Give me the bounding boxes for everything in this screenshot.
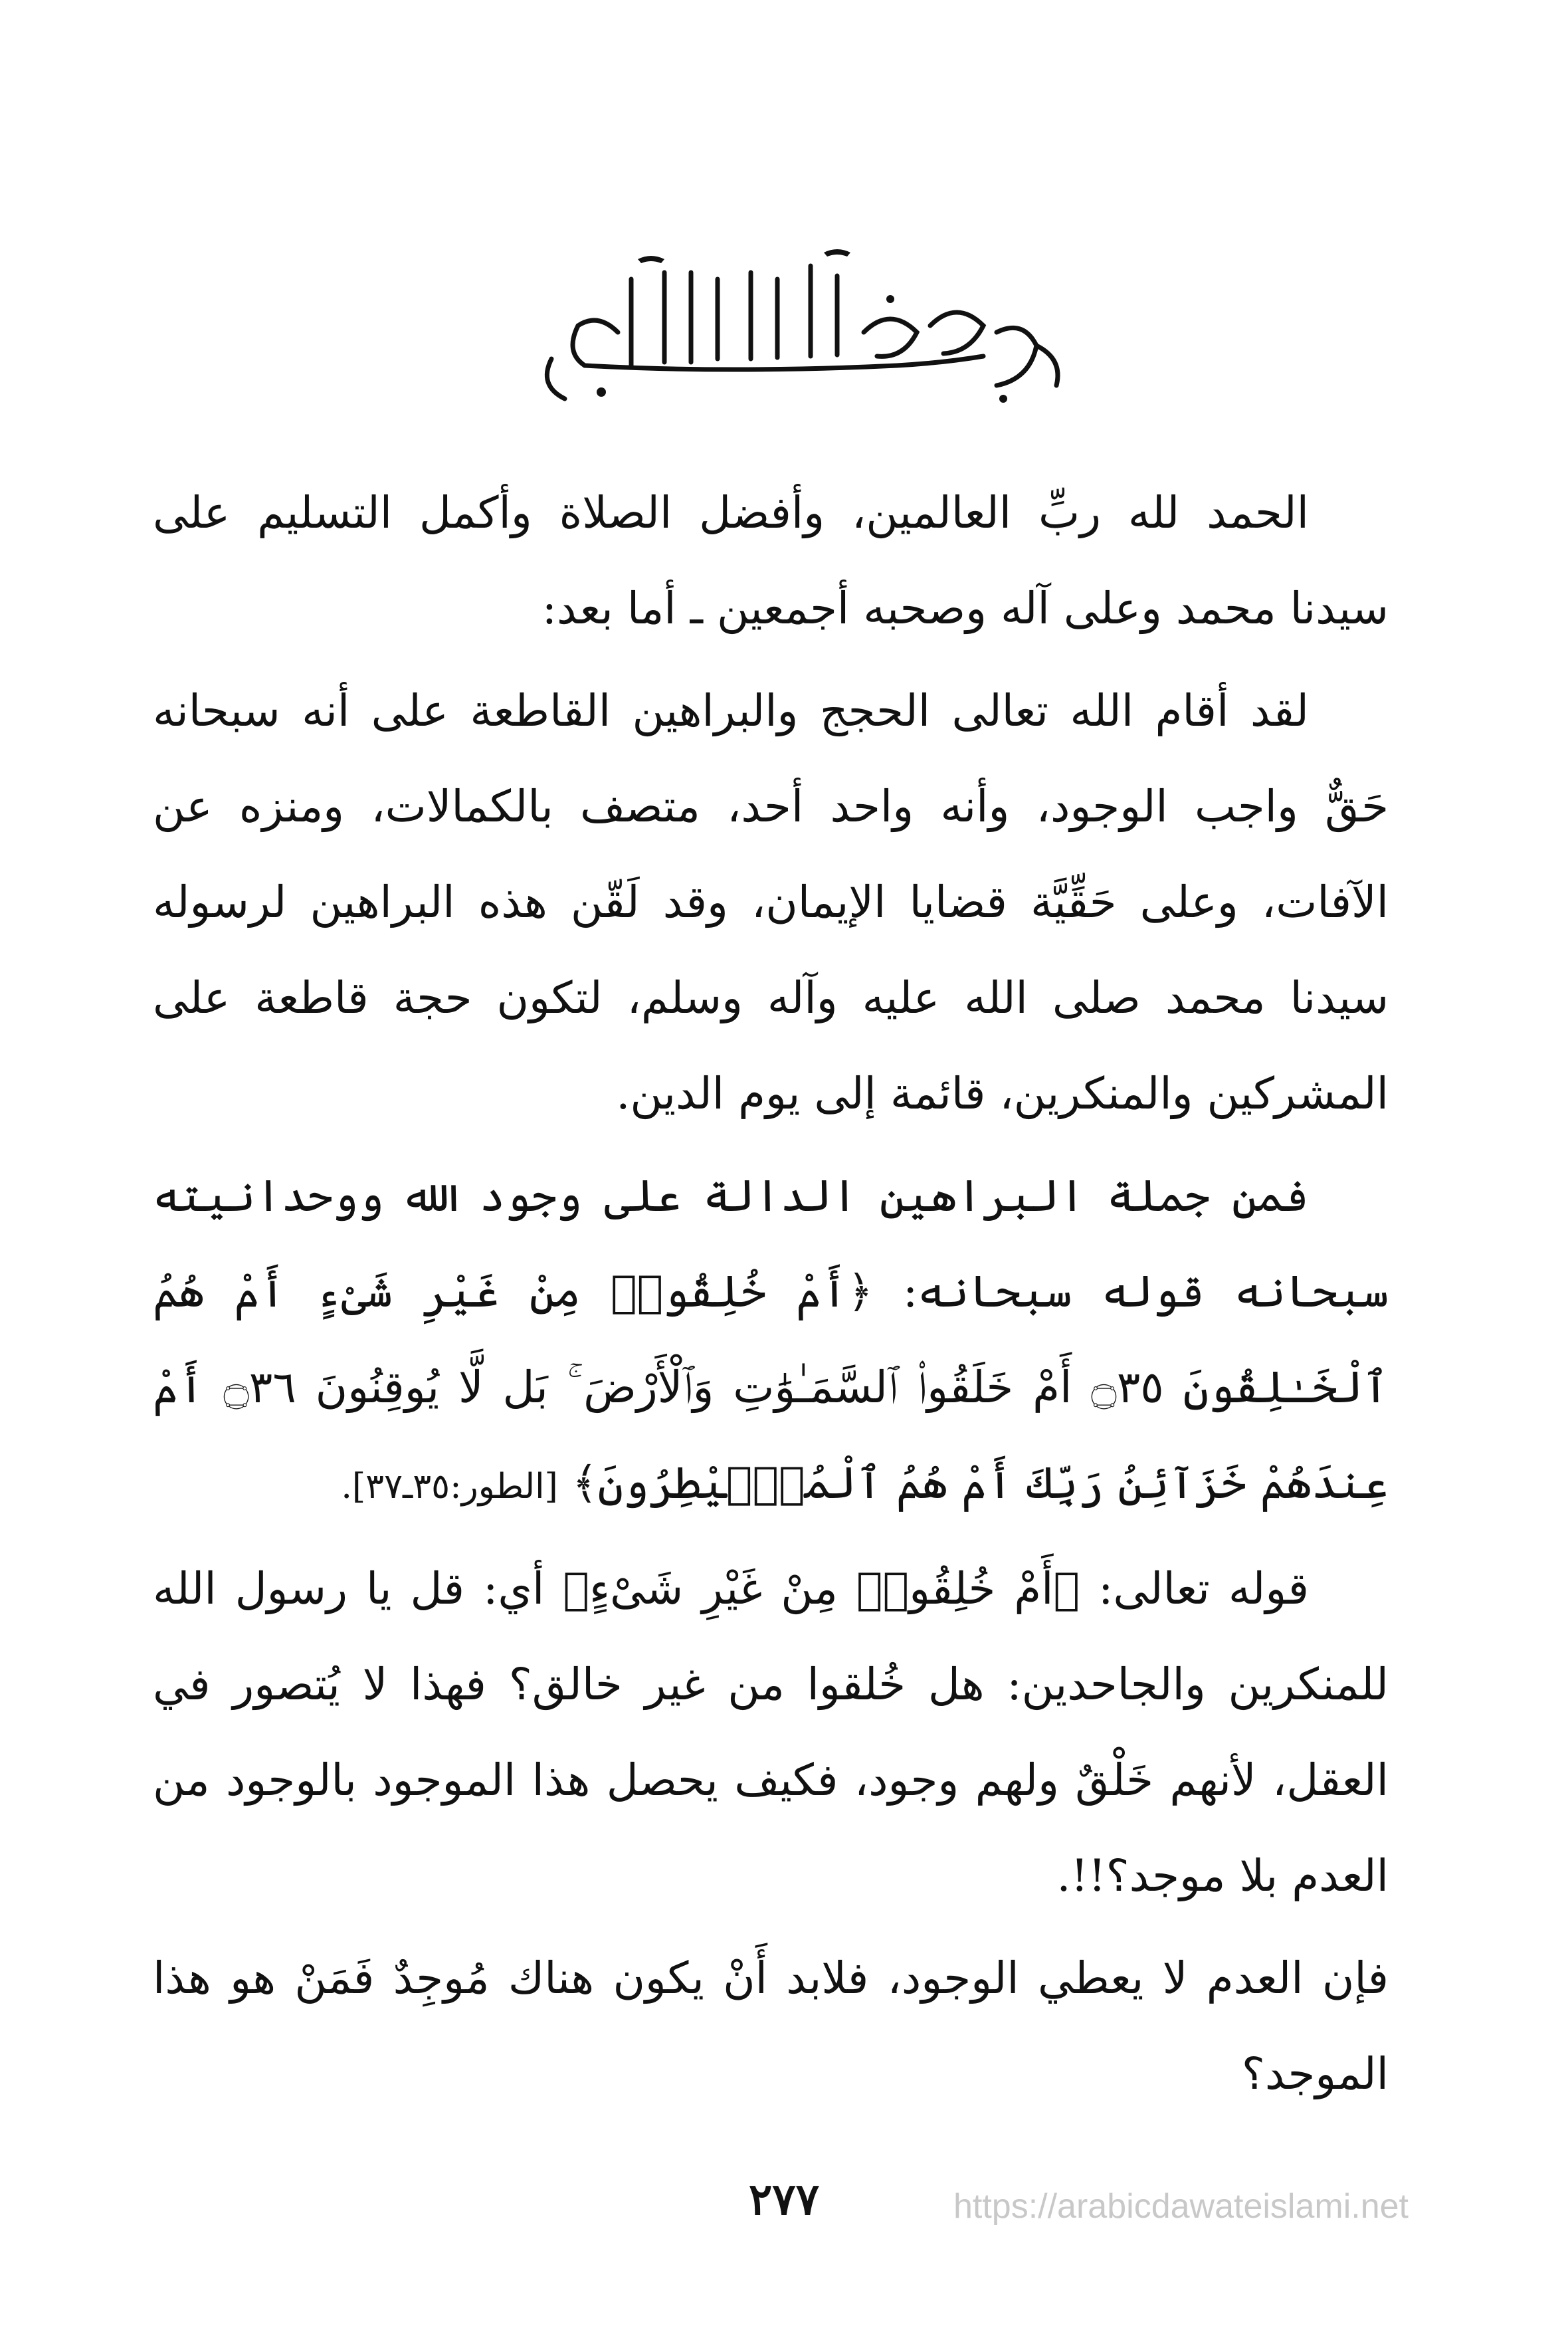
paragraph-proofs [153, 663, 1389, 1142]
basmala-calligraphy-icon [465, 199, 1103, 419]
paragraph-verse-intro: فمن جملة البراهين الدالة على وجود الله ووحدانيته سبحانه قوله سبحانه: [153, 1170, 1389, 1317]
quran-verse-excerpt: ﴿أَمْ خُلِقُوا۟ مِنْ غَيْرِ شَىْءٍ﴾ [563, 1563, 1080, 1614]
page-number: ٢٧٧ [748, 2173, 820, 2225]
paragraph-conclusion [153, 1931, 1389, 2122]
quran-verse: ﴿أَمْ خُلِقُوا۟ مِنْ غَيْرِ شَىْءٍ أَمْ هُمُ ٱلْخَـٰلِقُونَ ۝٣٥ أَمْ خَلَقُوا۟ ٱلسَّمَـٰوَٰتِ وَٱلْأَرْضَ ۚ بَل لَّا يُوقِنُونَ ۝٣٦ أَمْ عِندَهُمْ خَزَآئِنُ رَبِّكَ أَمْ هُمُ ٱلْمُصَۣيْطِرُونَ﴾ [153, 1266, 1389, 1509]
paragraph-proofs-text: لقد أقام الله تعالى الحجج والبراهين القاطعة على أنه سبحانه حَقٌّ واجب الوجود، وأنه واحد أحد، متصف بالكمالات، ومنزه عن الآفات، وعلى حَقِّيَّة قضايا الإيمان، وقد لَقّن هذه البراهين لرسوله سيدنا محمد صلى الله عليه وآله وسلم، لتكون حجة قاطعة على المشركين والمنكرين، قائمة إلى يوم الدين. [153, 685, 1389, 1119]
paragraph-explanation [153, 1541, 1389, 1924]
basmala-calligraphy [465, 199, 1103, 419]
body-text [153, 465, 1389, 2129]
paragraph-conclusion-text: فإن العدم لا يعطي الوجود، فلابد أَنْ يكون هناك مُوجِدٌ فَمَنْ هو هذا الموجد؟ [153, 1953, 1389, 2099]
paragraph-explanation-text: أي: قل يا رسول الله للمنكرين والجاحدين: هل خُلقوا من غير خالق؟ فهذا لا يُتصور في العقل، لأنهم خَلْقٌ ولهم وجود، فكيف يحصل هذا الموجود بالوجود من العدم بلا موجد؟!!. [153, 1563, 1389, 1901]
paragraph-intro [153, 465, 1389, 657]
paragraph-verse-quote [153, 1148, 1389, 1535]
verse-reference: [الطور:٣٥ـ٣٧]. [341, 1467, 558, 1507]
paragraph-intro-text: الحمد لله ربِّ العالمين، وأفضل الصلاة وأكمل التسليم على سيدنا محمد وعلى آله وصحبه أجمعين ـ أما بعد: [153, 487, 1389, 634]
watermark-url: https://arabicdawateislami.net [953, 2187, 1409, 2226]
paragraph-explanation-intro: قوله تعالى: [1098, 1563, 1309, 1614]
